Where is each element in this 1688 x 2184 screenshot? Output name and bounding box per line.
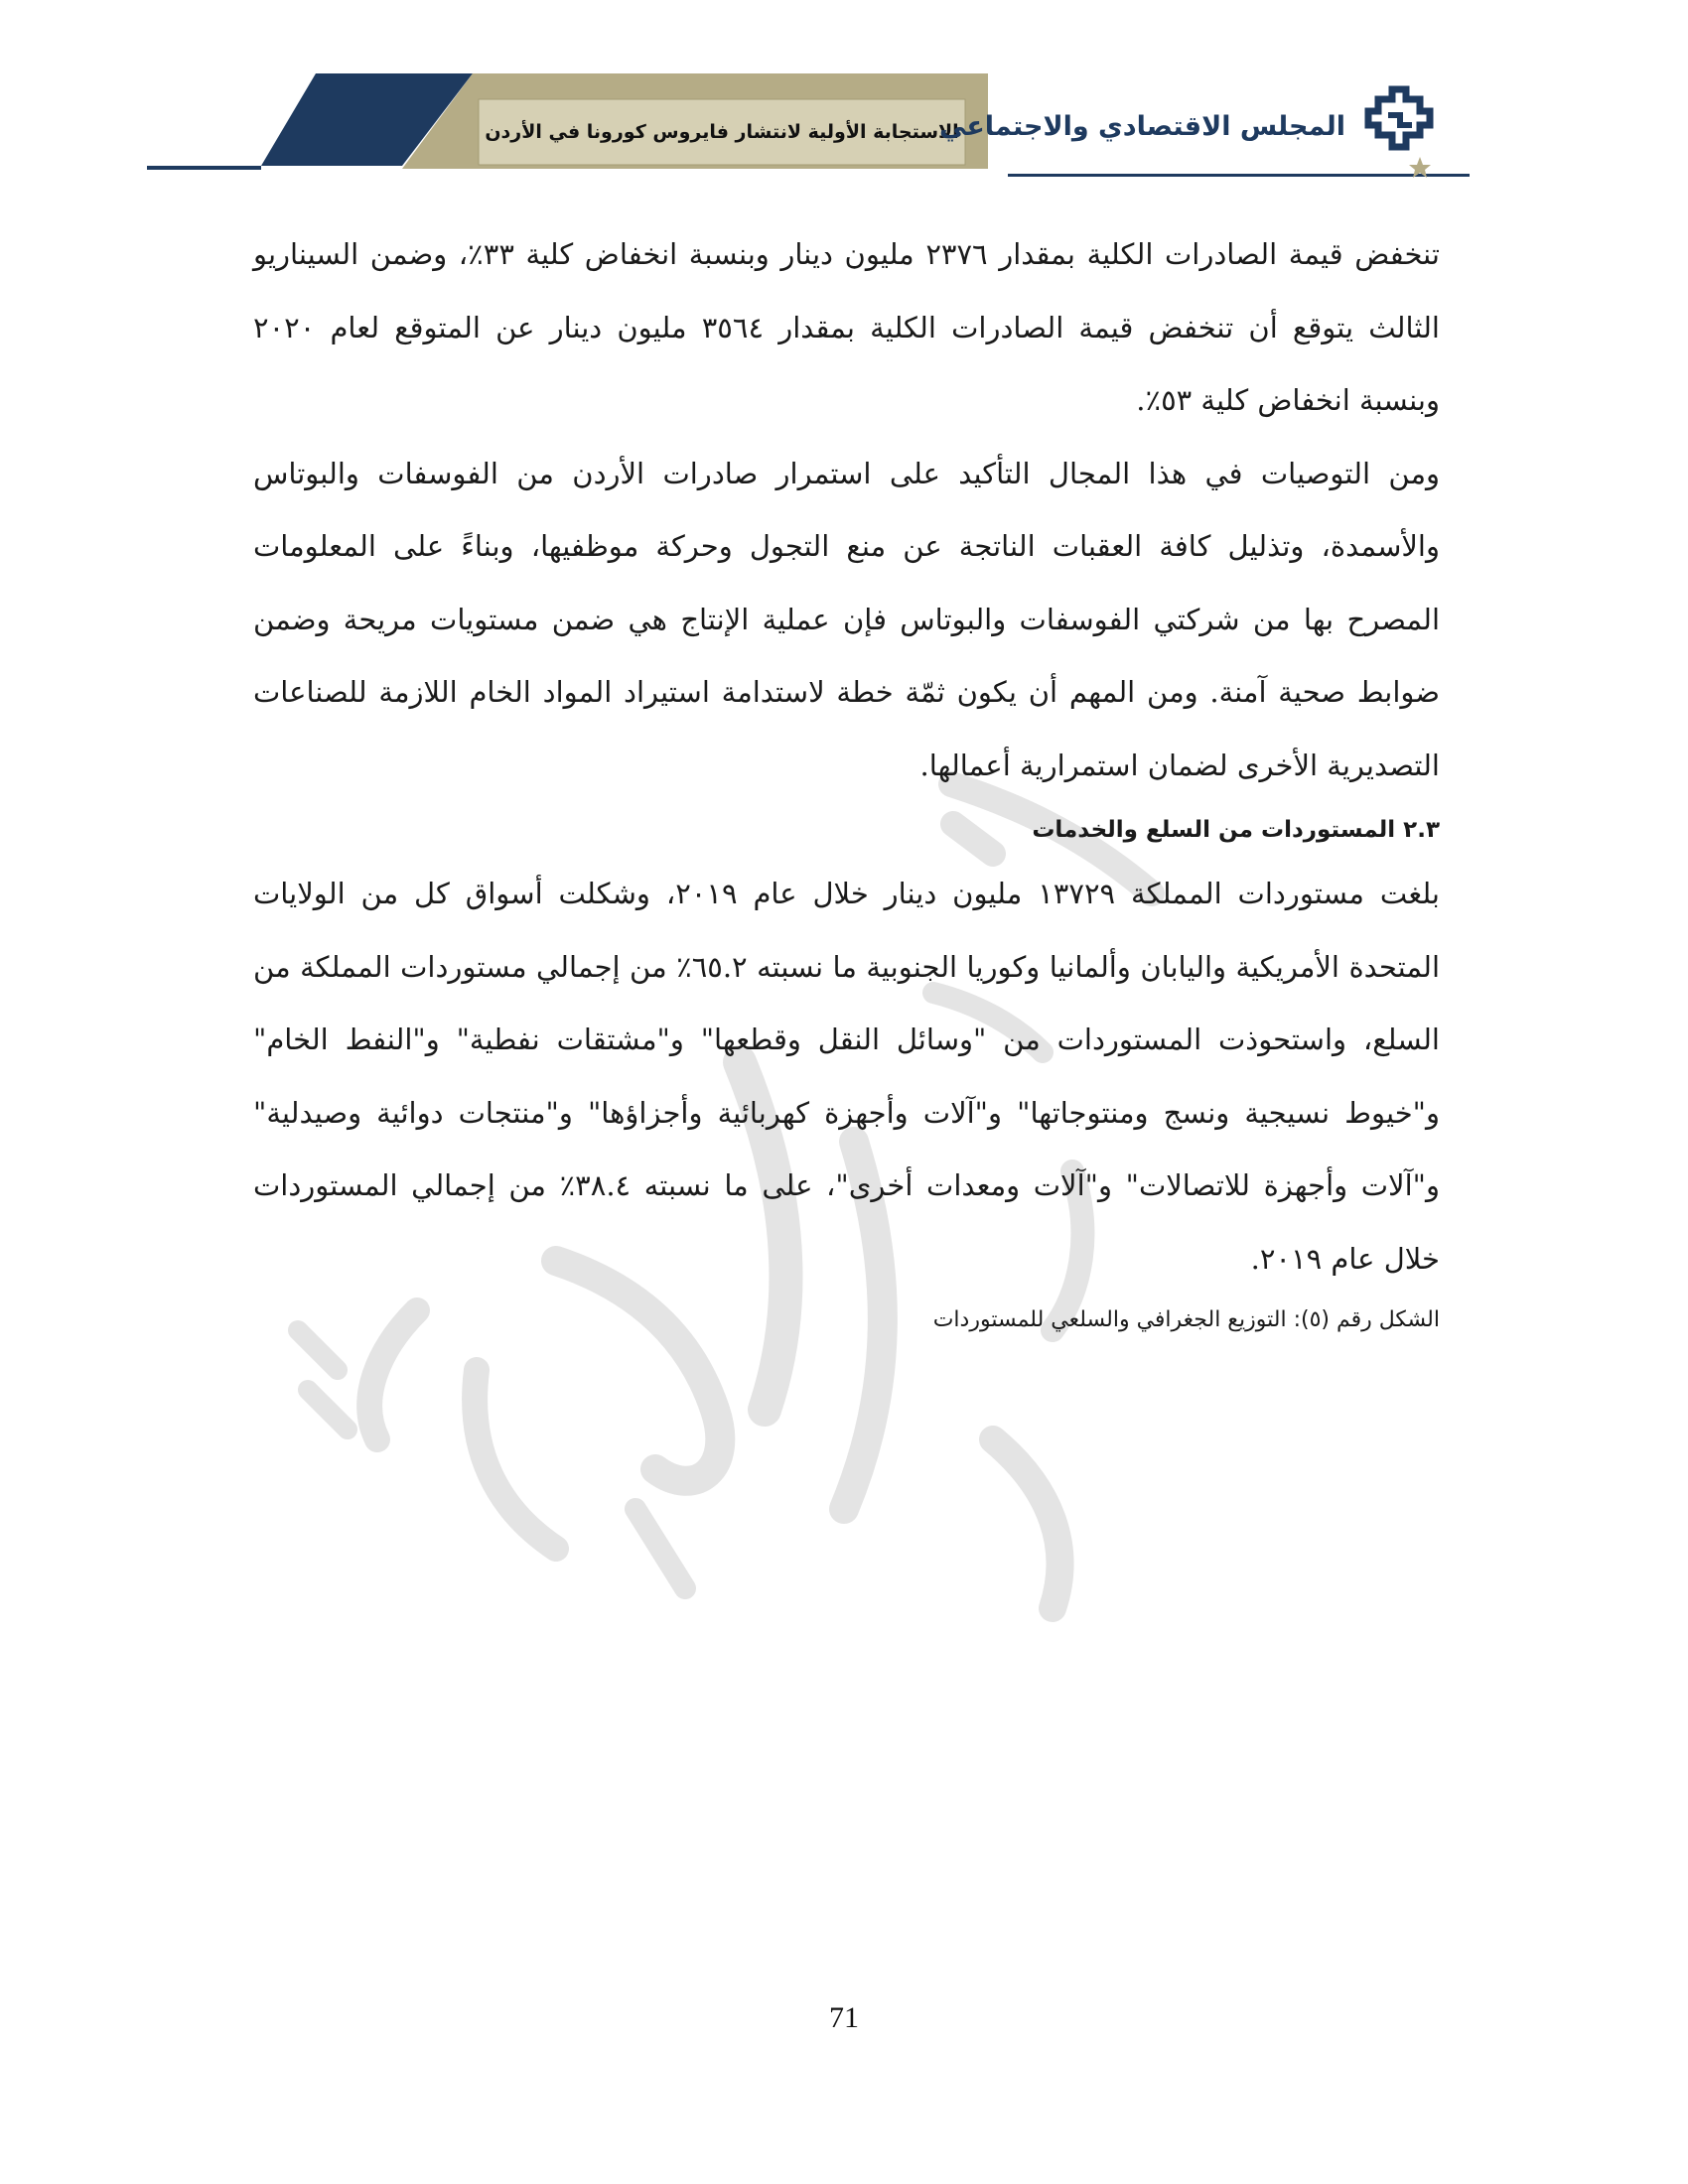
body-paragraph: ومن التوصيات في هذا المجال التأكيد على استمرار صادرات الأردن من الفوسفات والبوتاس والأسمدة، وتذليل كافة العقبات الناتجة عن منع التجول وحركة موظفيها، وبناءً على المعلومات المصرح بها من شركتي الفوسفات والبوتاس فإن عملية الإنتاج هي ضمن مستويات مريحة وضمن ضوابط صحية آمنة. ومن المهم أن يكون ثمّة خطة لاستدامة استيراد المواد الخام اللازمة للصناعات التصديرية الأخرى لضمان استمرارية أعمالها. bbox=[253, 456, 1440, 782]
section-heading: ٢.٣ المستوردات من السلع والخدمات bbox=[1032, 817, 1440, 843]
organization-name: المجلس الاقتصادي والاجتماعي bbox=[939, 111, 1345, 142]
body-paragraph: تنخفض قيمة الصادرات الكلية بمقدار ٢٣٧٦ مليون دينار وبنسبة انخفاض كلية ٣٣٪، وضمن السيناريو الثالث يتوقع أن تنخفض قيمة الصادرات الكلية بمقدار ٣٥٦٤ مليون دينار عن المتوقع لعام ٢٠٢٠ وبنسبة انخفاض كلية ٥٣٪. bbox=[253, 237, 1440, 417]
figure-caption: الشكل رقم (٥): التوزيع الجغرافي والسلعي للمستوردات bbox=[932, 1307, 1440, 1332]
body-paragraph: بلغت مستوردات المملكة ١٣٧٢٩ مليون دينار خلال عام ٢٠١٩، وشكلت أسواق كل من الولايات المتحدة الأمريكية واليابان وألمانيا وكوريا الجنوبية ما نسبته ٦٥.٢٪ من إجمالي مستوردات المملكة من السلع، واستحوذت المستوردات من "وسائل النقل وقطعها" و"مشتقات نفطية" و"النفط الخام" و"خيوط نسيجية ونسج ومنتوجاتها" و"آلات وأجهزة كهربائية وأجزاؤها" و"منتجات دوائية وصيدلية" و"آلات وأجهزة للاتصالات" و"آلات ومعدات أخرى"، على ما نسبته ٣٨.٤٪ من إجمالي المستوردات خلال عام ٢٠١٩. bbox=[253, 877, 1440, 1276]
banner-title: الاستجابة الأولية لانتشار فايروس كورونا في الأردن bbox=[485, 121, 959, 143]
page-body bbox=[253, 218, 1440, 1345]
page-number: 71 bbox=[829, 2001, 859, 2034]
